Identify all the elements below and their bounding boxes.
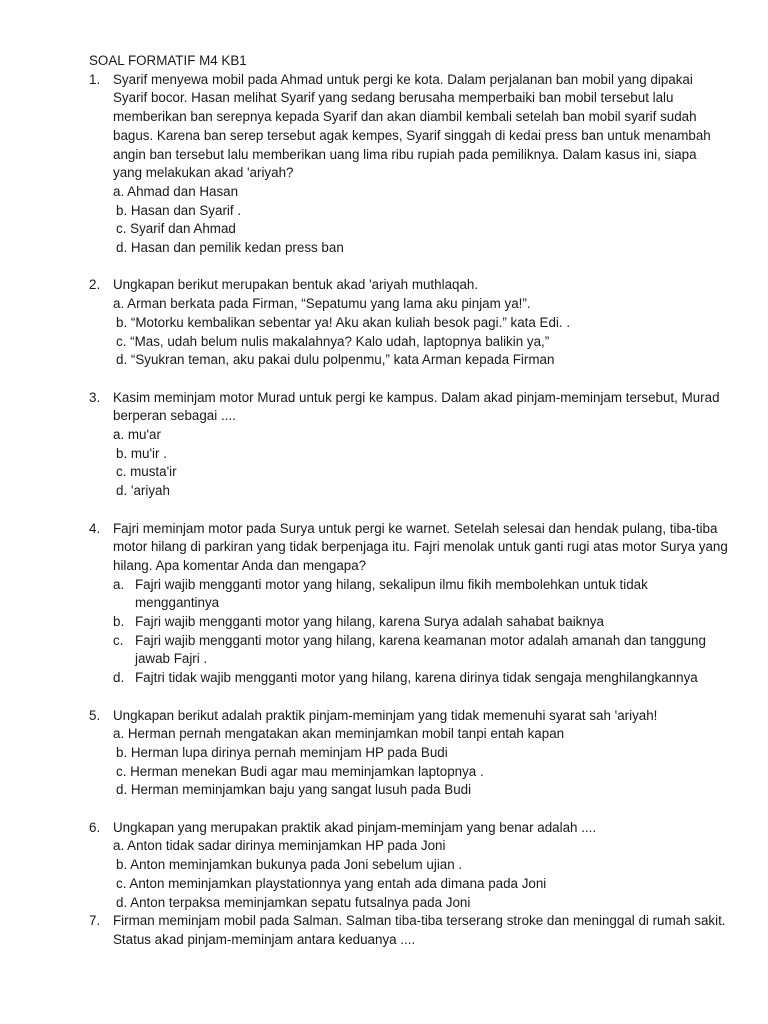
option-d: d. Hasan dan pemilik kedan press ban <box>116 240 344 256</box>
document-title: SOAL FORMATIF M4 KB1 <box>89 53 247 68</box>
question-text: Ungkapan berikut adalah praktik pinjam-meminjam yang tidak memenuhi syarat sah 'ariyah! <box>113 707 658 723</box>
option-d: d. Anton terpaksa meminjamkan sepatu futsalnya pada Joni <box>116 894 471 910</box>
option-text: Fajri wajib mengganti motor yang hilang, sekalipun ilmu fikih membolehkan untuk tidak menggantinya <box>135 576 648 611</box>
option-d <box>113 669 728 688</box>
option-b: b. Herman lupa dirinya pernah meminjam HP pada Budi <box>116 744 448 760</box>
option-b: b. Hasan dan Syarif . <box>116 202 242 218</box>
question-2 <box>89 276 728 370</box>
question-3 <box>89 389 728 501</box>
option-c: c. Anton meminjamkan playstationnya yang entah ada dimana pada Joni <box>116 875 547 891</box>
option-label: d. <box>113 670 125 686</box>
question-text: Ungkapan berikut merupakan bentuk akad 'ariyah muthlaqah. <box>113 277 479 293</box>
question-text: Ungkapan yang merupakan praktik akad pinjam-meminjam yang benar adalah .... <box>113 819 597 835</box>
option-c: c. Herman menekan Budi agar mau meminjamkan laptopnya . <box>116 763 484 779</box>
option-a: a. mu'ar <box>113 427 161 443</box>
option-c: c. Syarif dan Ahmad <box>116 221 236 237</box>
question-number: 7. <box>89 913 101 929</box>
option-text: Fajtri tidak wajib mengganti motor yang hilang, karena dirinya tidak sengaja menghilangkannya <box>135 670 698 686</box>
option-b: b. mu'ir . <box>116 445 167 461</box>
option-text: Fajri wajib mengganti motor yang hilang, karena Surya adalah sahabat baiknya <box>135 614 604 630</box>
option-a: a. Herman pernah mengatakan akan meminjamkan mobil tanpi entah kapan <box>113 726 565 742</box>
option-a: a. Ahmad dan Hasan <box>113 183 239 199</box>
option-c: c. musta'ir <box>116 464 177 480</box>
question-text: Firman meminjam mobil pada Salman. Salman tiba-tiba terserang stroke dan meninggal di rumah sakit. Status akad pinjam-meminjam antara keduanya .... <box>113 913 726 947</box>
option-c <box>113 632 728 669</box>
question-number: 6. <box>89 819 101 835</box>
option-c: c. “Mas, udah belum nulis makalahnya? Kalo udah, laptopnya balikin ya,” <box>116 333 550 349</box>
question-number: 5. <box>89 707 101 723</box>
option-d: d. Herman meminjamkan baju yang sangat lusuh pada Budi <box>116 782 472 798</box>
question-6 <box>89 819 728 913</box>
question-4 <box>89 520 728 688</box>
option-a: a. Anton tidak sadar dirinya meminjamkan HP pada Joni <box>113 838 446 854</box>
option-label: b. <box>113 614 125 630</box>
option-d: d. “Syukran teman, aku pakai dulu polpenmu,” kata Arman kepada Firman <box>116 352 555 368</box>
question-number: 2. <box>89 277 101 293</box>
question-5 <box>89 707 728 801</box>
option-d: d. 'ariyah <box>116 483 170 499</box>
question-text: Fajri meminjam motor pada Surya untuk pergi ke warnet. Setelah selesai dan hendak pulang, tiba-tiba motor hilang di parkiran yang tidak berpenjaga itu. Fajri menolak untuk ganti rugi atas motor Surya yang hilang. Apa komentar Anda dan mengapa? <box>113 520 728 573</box>
option-b: b. “Motorku kembalikan sebentar ya! Aku akan kuliah besok pagi.” kata Edi. . <box>116 314 571 330</box>
question-1 <box>89 71 728 258</box>
option-label: c. <box>113 632 124 648</box>
question-text: Syarif menyewa mobil pada Ahmad untuk pergi ke kota. Dalam perjalanan ban mobil yang dipakai Syarif bocor. Hasan melihat Syarif yang sedang berusaha memperbaiki ban mobil tersebut lalu memberikan ban serepnya kepada Syarif dan akan diambil kembali setelah ban mobil syarif sudah bagus. Karena ban serep tersebut agak kempes, Syarif singgah di kedai press ban untuk menambah angin ban tersebut lalu memberikan uang lima ribu rupiah pada pemiliknya. Dalam kasus ini, siapa yang melakukan akad 'ariyah? <box>113 71 711 181</box>
question-7 <box>89 912 728 949</box>
question-number: 3. <box>89 389 101 405</box>
option-b <box>113 613 728 632</box>
option-a: a. Arman berkata pada Firman, “Sepatumu yang lama aku pinjam ya!”. <box>113 296 531 312</box>
option-a <box>113 576 728 613</box>
option-label: a. <box>113 576 125 592</box>
question-number: 4. <box>89 520 101 536</box>
option-b: b. Anton meminjamkan bukunya pada Joni sebelum ujian . <box>116 857 463 873</box>
question-text: Kasim meminjam motor Murad untuk pergi ke kampus. Dalam akad pinjam-meminjam tersebut, Murad berperan sebagai .... <box>113 389 720 424</box>
option-text: Fajri wajib mengganti motor yang hilang, karena keamanan motor adalah amanah dan tanggung jawab Fajri . <box>135 632 706 667</box>
question-number: 1. <box>89 71 101 87</box>
